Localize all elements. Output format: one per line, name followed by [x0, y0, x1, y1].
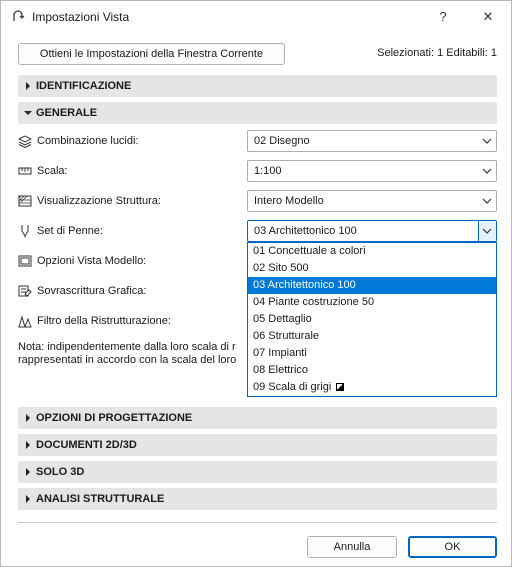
chevron-right-icon [23, 434, 33, 456]
structure-display-label: Visualizzazione Struttura: [37, 195, 161, 207]
scale-label: Scala: [37, 165, 68, 177]
chevron-right-icon [23, 488, 33, 510]
note-line-1: Nota: indipendentemente dalla loro scala di r [18, 341, 236, 353]
chevron-right-icon [23, 461, 33, 483]
chevron-right-icon [23, 75, 33, 97]
renovation-filter-label: Filtro della Ristrutturazione: [37, 315, 171, 327]
section-documenti[interactable] [18, 434, 497, 456]
pen-set-value: 03 Architettonico 100 [254, 225, 357, 237]
ruler-icon [18, 164, 32, 178]
section-opzioni-progettazione[interactable] [18, 407, 497, 429]
chevron-right-icon [23, 407, 33, 429]
section-label: DOCUMENTI 2D/3D [36, 439, 137, 451]
pen-set-label: Set di Penne: [37, 225, 104, 237]
layer-combination-value: 02 Disegno [254, 135, 310, 147]
title-bar [1, 1, 511, 33]
close-button[interactable]: ✕ [482, 9, 494, 24]
chevron-down-icon [482, 166, 492, 176]
model-view-options-label: Opzioni Vista Modello: [37, 255, 147, 267]
section-label: OPZIONI DI PROGETTAZIONE [36, 412, 193, 424]
pen-option[interactable]: 06 Strutturale [253, 330, 320, 342]
chevron-down-icon [23, 102, 33, 124]
ok-button[interactable]: OK [408, 536, 497, 558]
chevron-down-icon [482, 196, 492, 206]
scale-value: 1:100 [254, 165, 282, 177]
selection-info: Selezionati: 1 Editabili: 1 [377, 47, 497, 59]
pen-icon [18, 224, 32, 238]
scale-select[interactable] [247, 160, 497, 182]
section-solo-3d[interactable] [18, 461, 497, 483]
section-label: GENERALE [36, 107, 98, 119]
cancel-button[interactable]: Annulla [307, 536, 397, 558]
pen-option-greyscale[interactable] [248, 379, 496, 396]
get-current-window-settings-button[interactable]: Ottieni le Impostazioni della Finestra Corrente [18, 43, 285, 65]
structure-display-select[interactable] [247, 190, 497, 212]
layer-combination-label: Combinazione lucidi: [37, 135, 139, 147]
layers-icon [18, 134, 32, 148]
structure-display-value: Intero Modello [254, 195, 324, 207]
help-button[interactable]: ? [439, 9, 447, 24]
section-label: SOLO 3D [36, 466, 85, 478]
pen-option[interactable]: 01 Concettuale a colori [253, 245, 366, 257]
pen-set-dropdown-list [247, 242, 497, 397]
pen-option[interactable]: 02 Sito 500 [253, 262, 309, 274]
graphic-override-label: Sovrascrittura Grafica: [37, 285, 147, 297]
section-identificazione[interactable] [18, 75, 497, 97]
section-generale[interactable] [18, 102, 497, 124]
chevron-down-icon [482, 226, 492, 236]
section-analisi-strutturale[interactable] [18, 488, 497, 510]
pen-option[interactable]: 07 Impianti [253, 347, 307, 359]
app-icon [11, 9, 25, 23]
scale-note [18, 341, 246, 367]
chevron-down-icon [482, 136, 492, 146]
pen-option[interactable]: 04 Piante costruzione 50 [253, 296, 375, 308]
pen-option-label: 09 Scala di grigi [253, 381, 332, 393]
pen-option[interactable]: 05 Dettaglio [253, 313, 312, 325]
section-label: ANALISI STRUTTURALE [36, 493, 165, 505]
renovation-filter-icon [18, 314, 32, 328]
pen-option-selected[interactable]: 03 Architettonico 100 [248, 277, 496, 294]
pen-set-select[interactable] [247, 220, 497, 242]
layer-combination-select[interactable] [247, 130, 497, 152]
section-label: IDENTIFICAZIONE [36, 80, 132, 92]
footer-divider [18, 522, 497, 523]
note-line-2: rappresentati in accordo con la scala del loro [18, 354, 237, 366]
window-title: Impostazioni Vista [32, 10, 130, 24]
structure-display-icon [18, 194, 32, 208]
graphic-override-icon [18, 284, 32, 298]
model-view-options-icon [18, 254, 32, 268]
greyscale-icon [336, 383, 344, 391]
pen-option[interactable]: 08 Elettrico [253, 364, 309, 376]
